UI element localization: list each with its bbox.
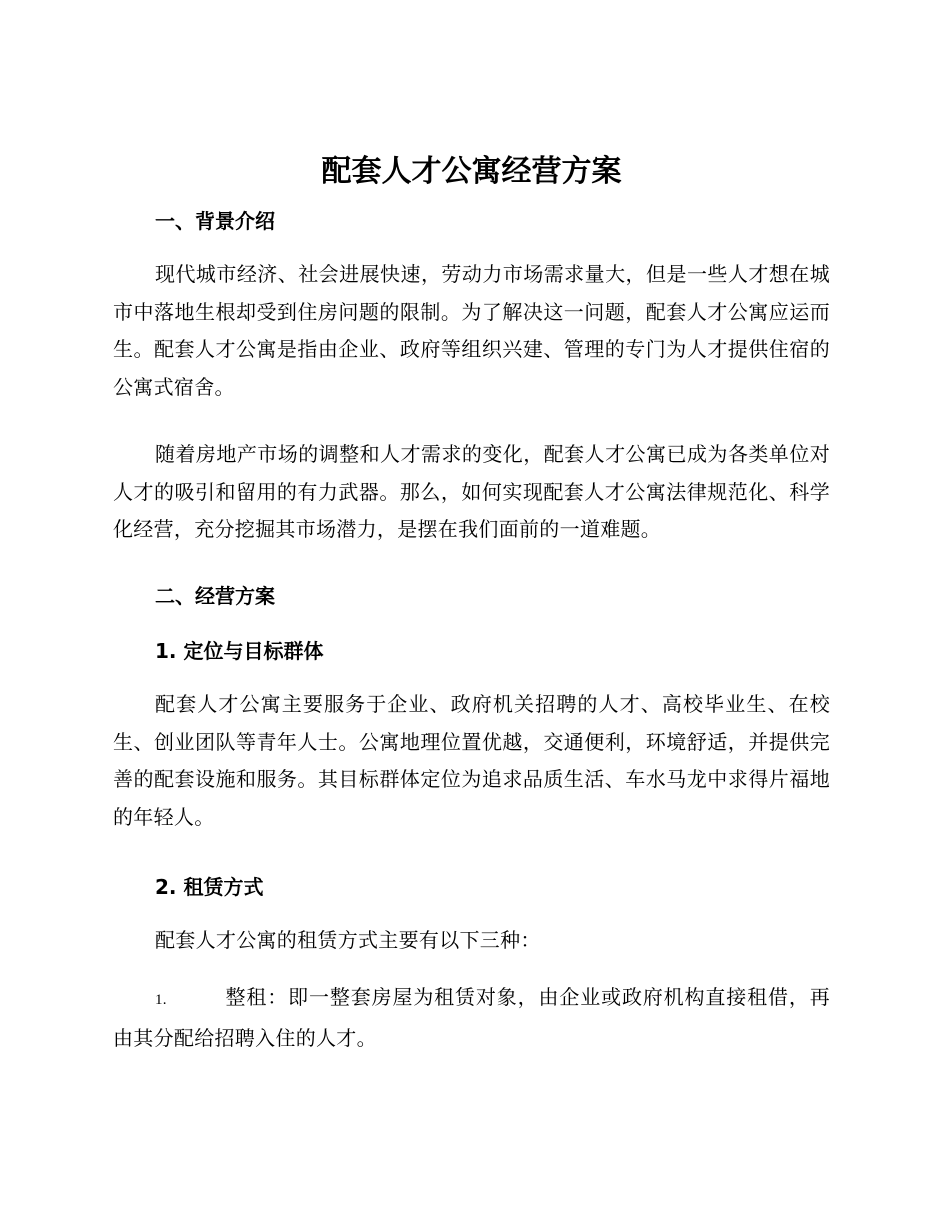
document-title: 配套人才公寓经营方案 bbox=[321, 154, 622, 189]
paragraph-background-2: 随着房地产市场的调整和人才需求的变化，配套人才公寓已成为各类单位对人才的吸引和留用的有力武器。那么，如何实现配套人才公寓法律规范化、科学化经营，充分挖掘其市场潜力，是摆在我们面前的一道难题。 bbox=[113, 442, 830, 541]
paragraph-background-1: 现代城市经济、社会进展快速，劳动力市场需求量大，但是一些人才想在城市中落地生根却受到住房问题的限制。为了解决这一问题，配套人才公寓应运而生。配套人才公寓是指由企业、政府等组织兴建、管理的专门为人才提供住宿的公寓式宿舍。 bbox=[113, 262, 830, 399]
subheading-positioning: 1. 定位与目标群体 bbox=[155, 639, 324, 663]
list-item-text: 整租：即一整套房屋为租赁对象，由企业或政府机构直接租借，再由其分配给招聘入住的人才。 bbox=[113, 985, 830, 1050]
list-item-whole-rent bbox=[113, 979, 830, 1057]
section-heading-plan: 二、经营方案 bbox=[155, 584, 275, 608]
subheading-leasing: 2. 租赁方式 bbox=[155, 875, 264, 899]
paragraph-positioning: 配套人才公寓主要服务于企业、政府机关招聘的人才、高校毕业生、在校生、创业团队等青年人士。公寓地理位置优越，交通便利，环境舒适，并提供完善的配套设施和服务。其目标群体定位为追求品质生活、车水马龙中求得片福地的年轻人。 bbox=[113, 692, 830, 829]
paragraph-leasing-intro: 配套人才公寓的租赁方式主要有以下三种： bbox=[155, 928, 541, 952]
section-heading-background: 一、背景介绍 bbox=[155, 209, 275, 233]
list-item-number: 1. bbox=[155, 992, 167, 1008]
